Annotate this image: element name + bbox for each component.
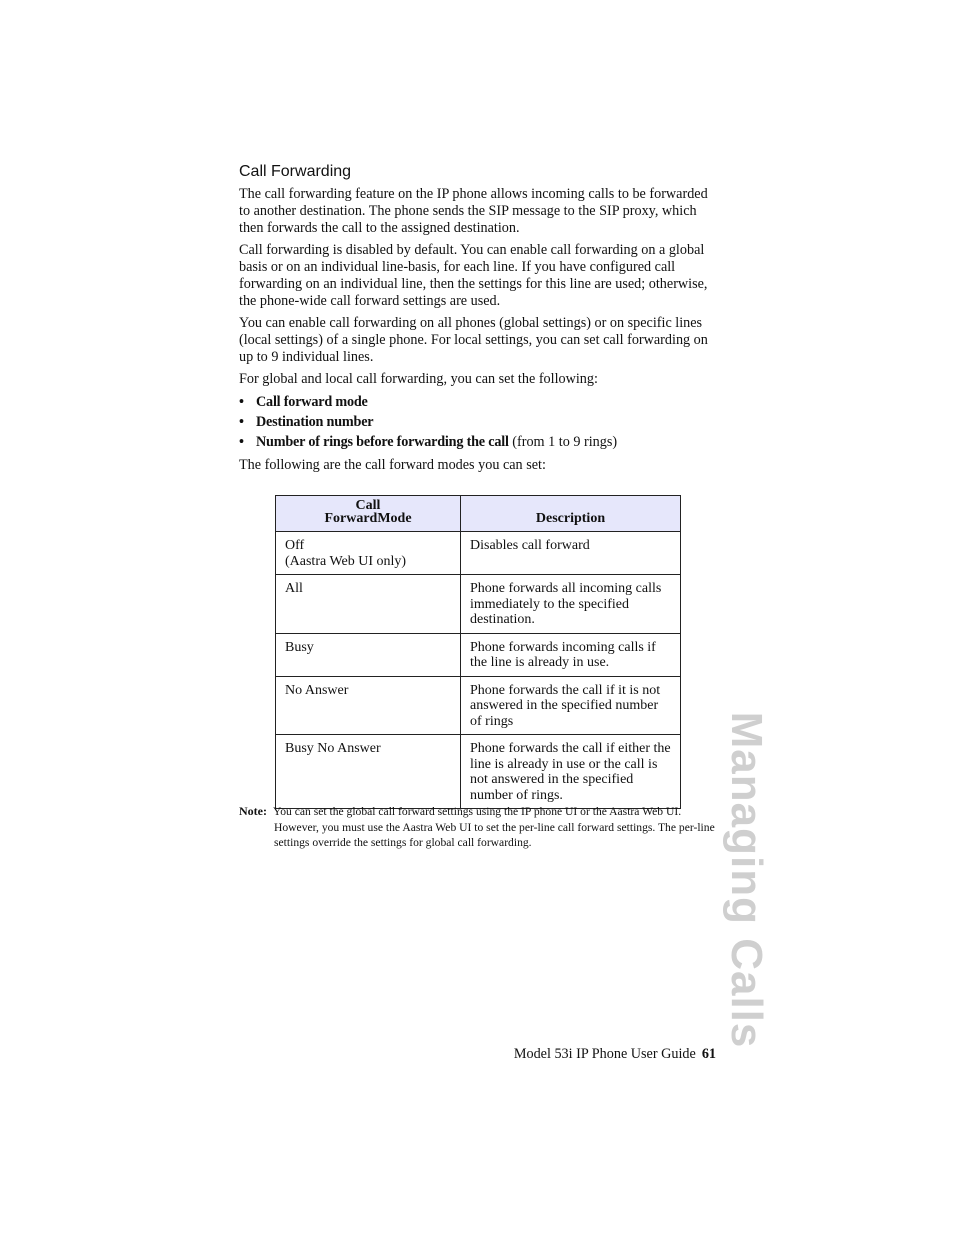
table-header-row [276, 496, 681, 532]
list-item-term: Call forward mode [256, 394, 368, 410]
bullet-icon: • [239, 394, 244, 410]
list-item [239, 412, 617, 432]
call-forward-modes-table [275, 495, 681, 809]
list-item [239, 432, 617, 452]
settings-list [239, 392, 617, 452]
mode-cell: All [276, 575, 461, 634]
mode-cell: No Answer [276, 676, 461, 735]
section-heading: Call Forwarding [239, 163, 352, 180]
paragraph-global-local: You can enable call forwarding on all phones (global settings) or on specific lines (local settings) of a single phone. For local settings, you can set call forwarding on up to 9 individual lines. [239, 315, 708, 365]
table-row [276, 735, 681, 809]
table-row [276, 575, 681, 634]
column-header-mode: Call ForwardMode [276, 496, 461, 532]
bullet-icon: • [239, 434, 244, 450]
paragraph-intro: The call forwarding feature on the IP phone allows incoming calls to be forwarded to another destination. The phone sends the SIP message to the SIP proxy, which then forwards the call to the assigned destination. [239, 186, 708, 236]
description-cell: Phone forwards incoming calls if the line is already in use. [461, 633, 681, 676]
list-item-term: Number of rings before forwarding the call [256, 434, 509, 450]
mode-cell: Busy [276, 633, 461, 676]
paragraph-settable-options: For global and local call forwarding, you can set the following: [239, 371, 598, 387]
list-item [239, 392, 617, 412]
note-label: Note: [239, 804, 267, 818]
chapter-side-title: Managing Calls [722, 711, 771, 1049]
note-text: You can set the global call forward settings using the IP phone UI or the Aastra Web UI. However, you must use the Aastra Web UI to set the per-line call forward settings. The per-line settings override the settings for global call forwarding. [273, 805, 715, 849]
note-block [239, 804, 719, 851]
page-footer [514, 1046, 716, 1063]
table-row [276, 676, 681, 735]
list-item-detail: (from 1 to 9 rings) [508, 434, 618, 450]
paragraph-default-settings: Call forwarding is disabled by default. You can enable call forwarding on a global basis or on an individual line-basis, for each line. If you have configured call forwarding on an individual line, then the settings for this line are used; otherwise, the phone-wide call forward settings are used. [239, 242, 708, 309]
description-cell: Disables call forward [461, 532, 681, 575]
paragraph-table-intro: The following are the call forward modes you can set: [239, 457, 546, 473]
description-cell: Phone forwards all incoming calls immediately to the specified destination. [461, 575, 681, 634]
table-row [276, 633, 681, 676]
column-header-description: Description [461, 496, 681, 532]
footer-guide-title: Model 53i IP Phone User Guide [513, 1046, 696, 1062]
description-cell: Phone forwards the call if it is not answered in the specified number of rings [461, 676, 681, 735]
description-cell: Phone forwards the call if either the line is already in use or the call is not answered in the specified number of rings. [461, 735, 681, 809]
mode-cell: Busy No Answer [276, 735, 461, 809]
page-number: 61 [701, 1046, 716, 1062]
list-item-term: Destination number [256, 414, 374, 430]
bullet-icon: • [239, 414, 244, 430]
mode-cell: Off (Aastra Web UI only) [276, 532, 461, 575]
table-row [276, 532, 681, 575]
